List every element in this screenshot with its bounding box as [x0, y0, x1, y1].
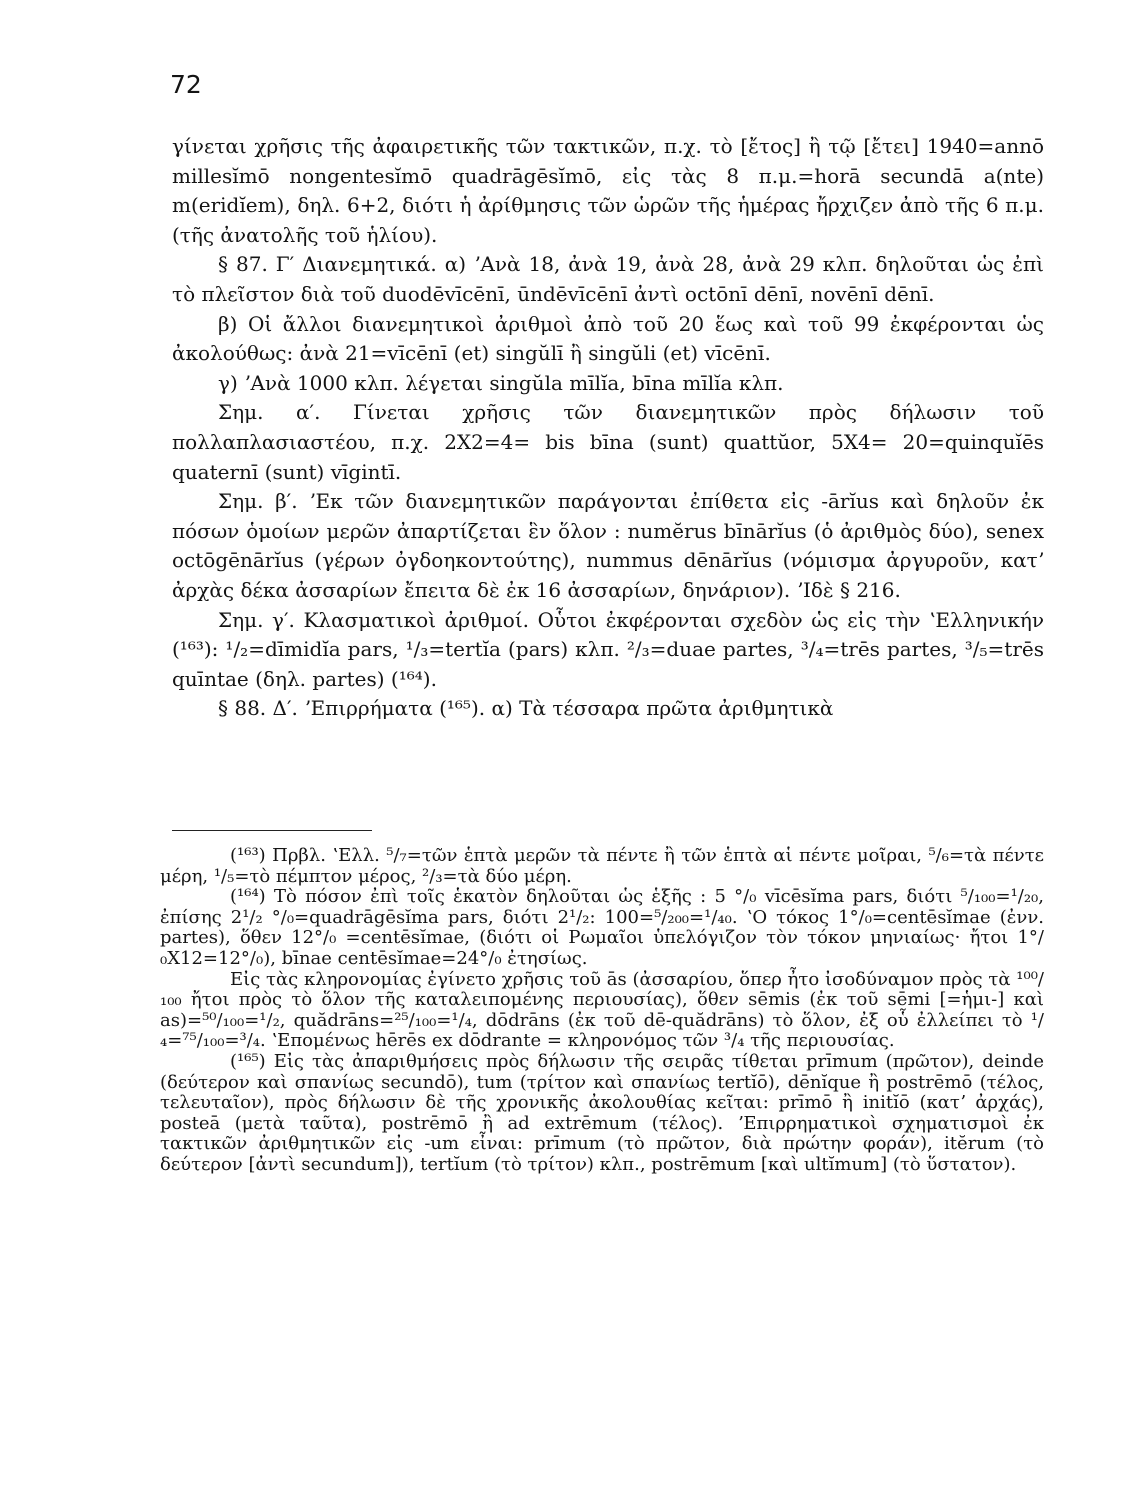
paragraph-gamma: γ) ʼΑνὰ 1000 κλπ. λέγεται singŭla mīlĭa, bīna mīlĭa κλπ.	[218, 370, 784, 395]
footnote-163: (¹⁶³) Πρβλ. ʽΕλλ. ⁵/₇=τῶν ἑπτὰ μερῶν τὰ πέντε ἢ τῶν ἑπτὰ αἱ πέντε μοῖραι, ⁵/₆=τὰ πέντε μέρη, ¹/₅=τὸ πέμπτον μέρος, ²/₃=τὰ δύο μέρη.	[160, 845, 1044, 887]
section-87-heading-paragraph: § 87. Γ′ Διανεμητικά. α) ʼΑνὰ 18, ἀνὰ 19, ἀνὰ 28, ἀνὰ 29 κλπ. δηλοῦται ὡς ἐπὶ τὸ πλεῖστον διὰ τοῦ duodēvīcēnī, ūndēvīcēnī ἀντὶ octōnī dēnī, novēnī dēnī.	[172, 252, 1044, 306]
paragraph-beta: β) Οἱ ἄλλοι διανεμητικοὶ ἀριθμοὶ ἀπὸ τοῦ 20 ἕως καὶ τοῦ 99 ἐκφέρονται ὡς ἀκολούθως: ἀνὰ 21=vīcēnī (et) singŭlī ἢ singŭli (et) vīcēnī.	[172, 311, 1044, 366]
note-alpha: Σημ. α′. Γίνεται χρῆσις τῶν διανεμητικῶν πρὸς δήλωσιν τοῦ πολλαπλασιαστέου, π.χ. 2X2=4= bis bīna (sunt) quattŭor, 5X4= 20=quinquĭēs quaternī (sunt) vīgintī.	[172, 400, 1044, 484]
footnote-164-continued: Εἰς τὰς κληρονομίας ἐγίνετο χρῆσις τοῦ ās (ἀσσαρίου, ὅπερ ἦτο ἰσοδύναμον πρὸς τὰ ¹⁰⁰/₁₀₀ ἤτοι πρὸς τὸ ὅλον τῆς καταλειπομένης περιουσίας), ὅθεν sēmis (ἐκ τοῦ sēmi [=ἡμι-] καὶ as)=⁵⁰/₁₀₀=¹/₂, quădrāns=²⁵/₁₀₀=¹/₄, dōdrāns (ἐκ τοῦ dē-quădrāns) τὸ ὅλον, ἐξ οὗ ἐλλείπει τὸ ¹/₄=⁷⁵/₁₀₀=³/₄. ʽΕπομένως hērēs ex dōdrante = κληρονόμος τῶν ³/₄ τῆς περιουσίας.	[160, 968, 1044, 1052]
section-88-heading-paragraph: § 88. Δ′. ʼΕπιρρήματα (¹⁶⁵). α) Τὰ τέσσαρα πρῶτα ἀριθμητικὰ	[218, 696, 834, 721]
note-gamma: Σημ. γ′. Κλασματικοὶ ἀριθμοί. Οὗτοι ἐκφέρονται σχεδὸν ὡς εἰς τὴν ʽΕλληνικήν (¹⁶³): ¹/₂=dīmidĭa pars, ¹/₃=tertĭa (pars) κλπ. ²/₃=duae partes, ³/₄=trēs partes, ³/₅=trēs quīntae (δηλ. partes) (¹⁶⁴).	[172, 607, 1044, 691]
paragraph-1: γίνεται χρῆσις τῆς ἀφαιρετικῆς τῶν τακτικῶν, π.χ. τὸ [ἔτος] ἢ τῷ [ἔτει] 1940=annō millesĭmō nongentesĭmō quadrāgēsĭmō, εἰς τὰς 8 π.μ.=horā secundā a(nte) m(eridĭem), δηλ. 6+2, διότι ἡ ἀρίθμησις τῶν ὡρῶν τῆς ἡμέρας ἤρχιζεν ἀπὸ τῆς 6 π.μ. (τῆς ἀνατολῆς τοῦ ἡλίου).	[172, 134, 1044, 247]
main-text	[172, 132, 1044, 724]
footnote-165: (¹⁶⁵) Εἰς τὰς ἀπαριθμήσεις πρὸς δήλωσιν τῆς σειρᾶς τίθεται prīmum (πρῶτον), deinde (δεύτερον καὶ σπανίως secundō), tum (τρίτον καὶ σπανίως tertĭō), dēnĭque ἢ postrēmō (τέλος, τελευταῖον), πρὸς δήλωσιν δὲ τῆς χρονικῆς ἀκολουθίας κεῖται: prīmō ἢ initĭō (κατʼ ἀρχάς), posteā (μετὰ ταῦτα), postrēmō ἢ ad extrēmum (τέλος). ʼΕπιρρηματικοὶ σχηματισμοὶ ἐκ τακτικῶν ἀριθμητικῶν εἰς -um εἶναι: prīmum (τὸ πρῶτον, διὰ πρώτην φοράν), itĕrum (τὸ δεύτερον [ἀντὶ secundum]), tertĭum (τὸ τρίτον) κλπ., postrēmum [καὶ ultĭmum] (τὸ ὕστατον).	[160, 1050, 1044, 1175]
footnotes	[160, 846, 1044, 1176]
page-number: 72	[170, 70, 202, 99]
footnote-divider	[172, 830, 372, 831]
note-beta: Σημ. β′. ʼΕκ τῶν διανεμητικῶν παράγονται ἐπίθετα εἰς -ārĭus καὶ δηλοῦν ἐκ πόσων ὁμοίων μερῶν ἀπαρτίζεται ἓν ὅλον : numĕrus bīnārĭus (ὁ ἀριθμὸς δύο), senex octōgēnārĭus (γέρων ὀγδοηκοντούτης), nummus dēnārĭus (νόμισμα ἀργυροῦν, κατʼ ἀρχὰς δέκα ἀσσαρίων ἔπειτα δὲ ἐκ 16 ἀσσαρίων, δηνάριον). ʼΙδὲ § 216.	[172, 489, 1044, 602]
footnote-164: (¹⁶⁴) Τὸ πόσον ἐπὶ τοῖς ἑκατὸν δηλοῦται ὡς ἑξῆς : 5 °/₀ vīcēsĭma pars, διότι ⁵/₁₀₀=¹/₂₀, ἐπίσης 2¹/₂ °/₀=quadrāgēsĭma pars, διότι 2¹/₂: 100=⁵/₂₀₀=¹/₄₀. ʽΟ τόκος 1°/₀=centēsĭmae (ἐνν. partes), ὅθεν 12°/₀ =centēsĭmae, (διότι οἱ Ρωμαῖοι ὑπελόγιζον τὸν τόκον μηνιαίως· ἤτοι 1°/₀X12=12°/₀), bīnae centēsĭmae=24°/₀ ἐτησίως.	[160, 886, 1044, 969]
